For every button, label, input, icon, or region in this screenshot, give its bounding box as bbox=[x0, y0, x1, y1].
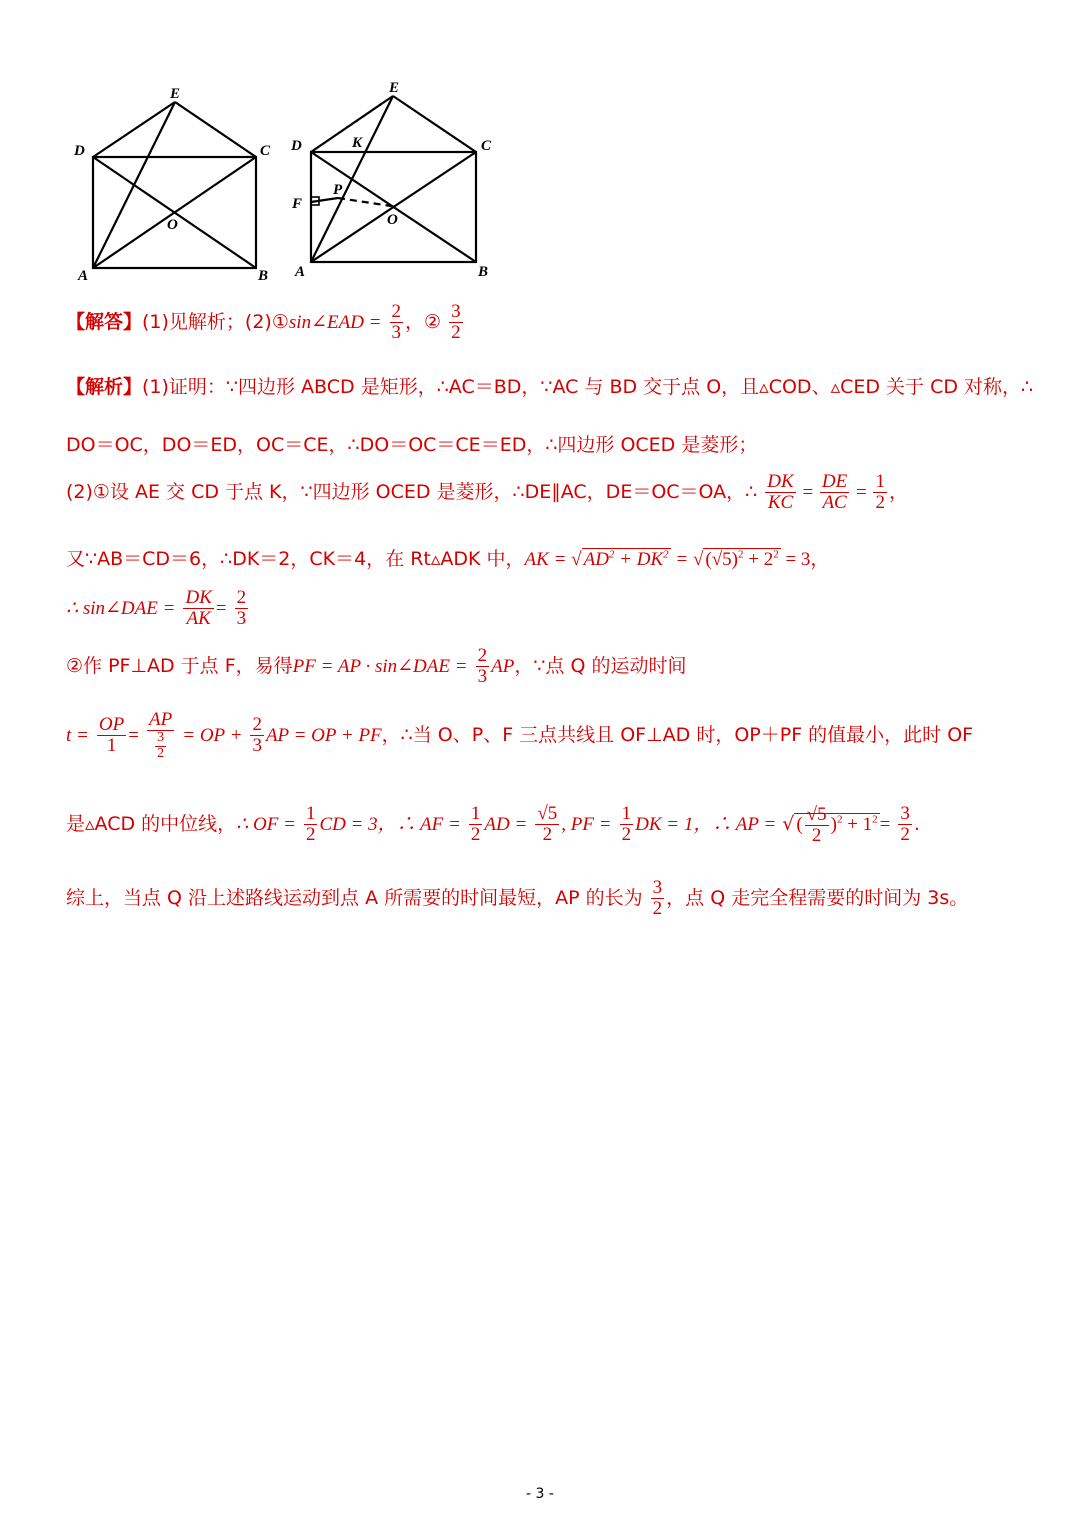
analysis-tag: 【解析】 bbox=[66, 376, 143, 398]
frac-2-3-b: $\frac{2}{3}$ bbox=[477, 645, 488, 687]
frac-1-2: $\frac{1}{2}$ bbox=[875, 471, 885, 513]
analysis-text-4: 又∵AB＝CD＝6，∴DK＝2，CK＝4，在 Rt▵ADK 中， bbox=[66, 548, 525, 570]
answer-tag: 【解答】 bbox=[66, 310, 143, 333]
frac-2-3: $\frac{2}{3}$ bbox=[236, 587, 247, 629]
analysis-text-3: (2)①设 AE 交 CD 于点 K，∵四边形 OCED 是菱形，∴DE∥AC，DE＝OC＝OA，∴ bbox=[66, 480, 758, 503]
answer-frac-2: $\frac{3}{2}$ bbox=[451, 301, 461, 343]
analysis-line-9 bbox=[66, 878, 968, 919]
label-k: K bbox=[352, 135, 363, 151]
label-c: C bbox=[481, 138, 492, 154]
label-b: B bbox=[258, 268, 269, 284]
analysis-line-3: (2)①设 AE 交 CD 于点 K，∵四边形 OCED 是菱形，∴DE∥AC，DE＝OC＝OA，∴ $\frac{DK}{KC}$ = $\frac{DE}{AC}$ = $\frac{1}{2}$ ， bbox=[66, 471, 908, 513]
label-e: E bbox=[389, 80, 400, 96]
frac-op-1: $\frac{OP}{1}$ bbox=[98, 714, 125, 757]
segment-fp bbox=[311, 198, 338, 202]
analysis-text-6b: ，∵点 Q 的运动时间 bbox=[514, 654, 687, 677]
frac-ap-3-2: $\frac{AP}{\frac{3}{2}}$ bbox=[149, 709, 173, 761]
analysis-text-2: DO＝OC，DO＝ED，OC＝CE，∴DO＝OC＝CE＝ED，∴四边形 OCED 是菱形； bbox=[66, 434, 758, 456]
label-e: E bbox=[170, 86, 181, 102]
label-o: O bbox=[167, 217, 178, 233]
analysis-text-9: 综上，当点 Q 沿上述路线运动到点 A 所需要的时间最短，AP 的长为 bbox=[66, 886, 643, 909]
analysis-line-8: 是▵ACD 的中位线，∴ OF = $\frac{1}{2}$ CD = 3，∴ AF = $\frac{1}{2}$ AD = $\frac{√5}{2}$ , PF = $\frac{1}{2}$ DK = 1，∴ AP = √ ( $\frac{√5}{2}$ )$^2 + 1^2$ = $\frac{3}{2}$ . bbox=[66, 803, 920, 847]
label-p: P bbox=[333, 182, 343, 198]
label-f: F bbox=[292, 196, 303, 212]
analysis-line-4 bbox=[66, 544, 829, 571]
frac-3-2: $\frac{3}{2}$ bbox=[652, 877, 663, 919]
segment-de bbox=[93, 102, 175, 157]
analysis-text-9b: ，点 Q 走完全程需要的时间为 3s。 bbox=[666, 886, 969, 909]
segment-ec bbox=[393, 96, 476, 152]
frac-2-3-c: $\frac{2}{3}$ bbox=[252, 714, 262, 757]
segment-ae bbox=[311, 96, 393, 262]
geometry-figure-with-point-p bbox=[285, 72, 500, 287]
answer-sin: sin∠EAD = bbox=[288, 311, 382, 333]
pf-formula: PF = AP · sin∠DAE = bbox=[292, 655, 468, 677]
frac-de-ac: $\frac{DE}{AC}$ bbox=[821, 471, 848, 513]
analysis-line-6: ②作 PF⊥AD 于点 F，易得PF = AP · sin∠DAE = $\frac{2}{3}$ AP，∵点 Q 的运动时间 bbox=[66, 645, 687, 687]
page-number: - 3 - bbox=[526, 1486, 554, 1502]
segment-ae bbox=[93, 102, 175, 268]
segment-ec bbox=[175, 102, 256, 157]
label-b: B bbox=[478, 264, 489, 280]
frac-dk-ak: $\frac{DK}{AK}$ bbox=[185, 587, 212, 629]
geometry-figure-rectangle-abcd bbox=[70, 80, 280, 285]
label-d: D bbox=[74, 143, 85, 159]
answer-part1: (1)见解析；(2)① bbox=[142, 310, 289, 333]
label-a: A bbox=[78, 268, 89, 284]
analysis-text-7: ，∴当 O、P、F 三点共线且 OF⊥AD 时，OP＋PF 的值最小，此时 OF bbox=[381, 724, 974, 747]
label-o: O bbox=[387, 212, 398, 228]
analysis-line-5: ∴ sin∠DAE = $\frac{DK}{AK}$ = $\frac{2}{3}$ bbox=[66, 587, 247, 629]
label-a: A bbox=[295, 264, 306, 280]
ak-formula: AK = √ $AD^2 + DK^2$ = √ $(√5)^2 + 2^2 = 3$， bbox=[524, 548, 830, 570]
analysis-text-8: 是▵ACD 的中位线， bbox=[66, 812, 237, 835]
analysis-text-6: ②作 PF⊥AD 于点 F，易得 bbox=[66, 654, 293, 677]
answer-frac-1: $\frac{2}{3}$ bbox=[391, 301, 402, 343]
answer-line bbox=[66, 302, 465, 343]
frac-dk-kc: $\frac{DK}{KC}$ bbox=[767, 471, 794, 513]
analysis-line-2 bbox=[66, 430, 757, 457]
analysis-line-7: t = $\frac{OP}{1}$ = $\frac{AP}{\frac{3}{2}}$ = OP + $\frac{2}{3}$ AP = OP + PF，∴当 O、P、F 三点共线且 OF⊥AD 时，OP＋PF 的值最小，此时 OF bbox=[66, 709, 974, 761]
label-c: C bbox=[260, 143, 271, 159]
analysis-text-1: (1)证明：∵四边形 ABCD 是矩形，∴AC＝BD，∵AC 与 BD 交于点 O，且▵COD、▵CED 关于 CD 对称，∴ bbox=[142, 376, 1034, 398]
label-d: D bbox=[291, 138, 302, 154]
sin-dae: ∴ sin∠DAE = bbox=[66, 597, 176, 619]
analysis-line-1 bbox=[66, 372, 1033, 399]
answer-sep: ，② bbox=[405, 310, 442, 333]
